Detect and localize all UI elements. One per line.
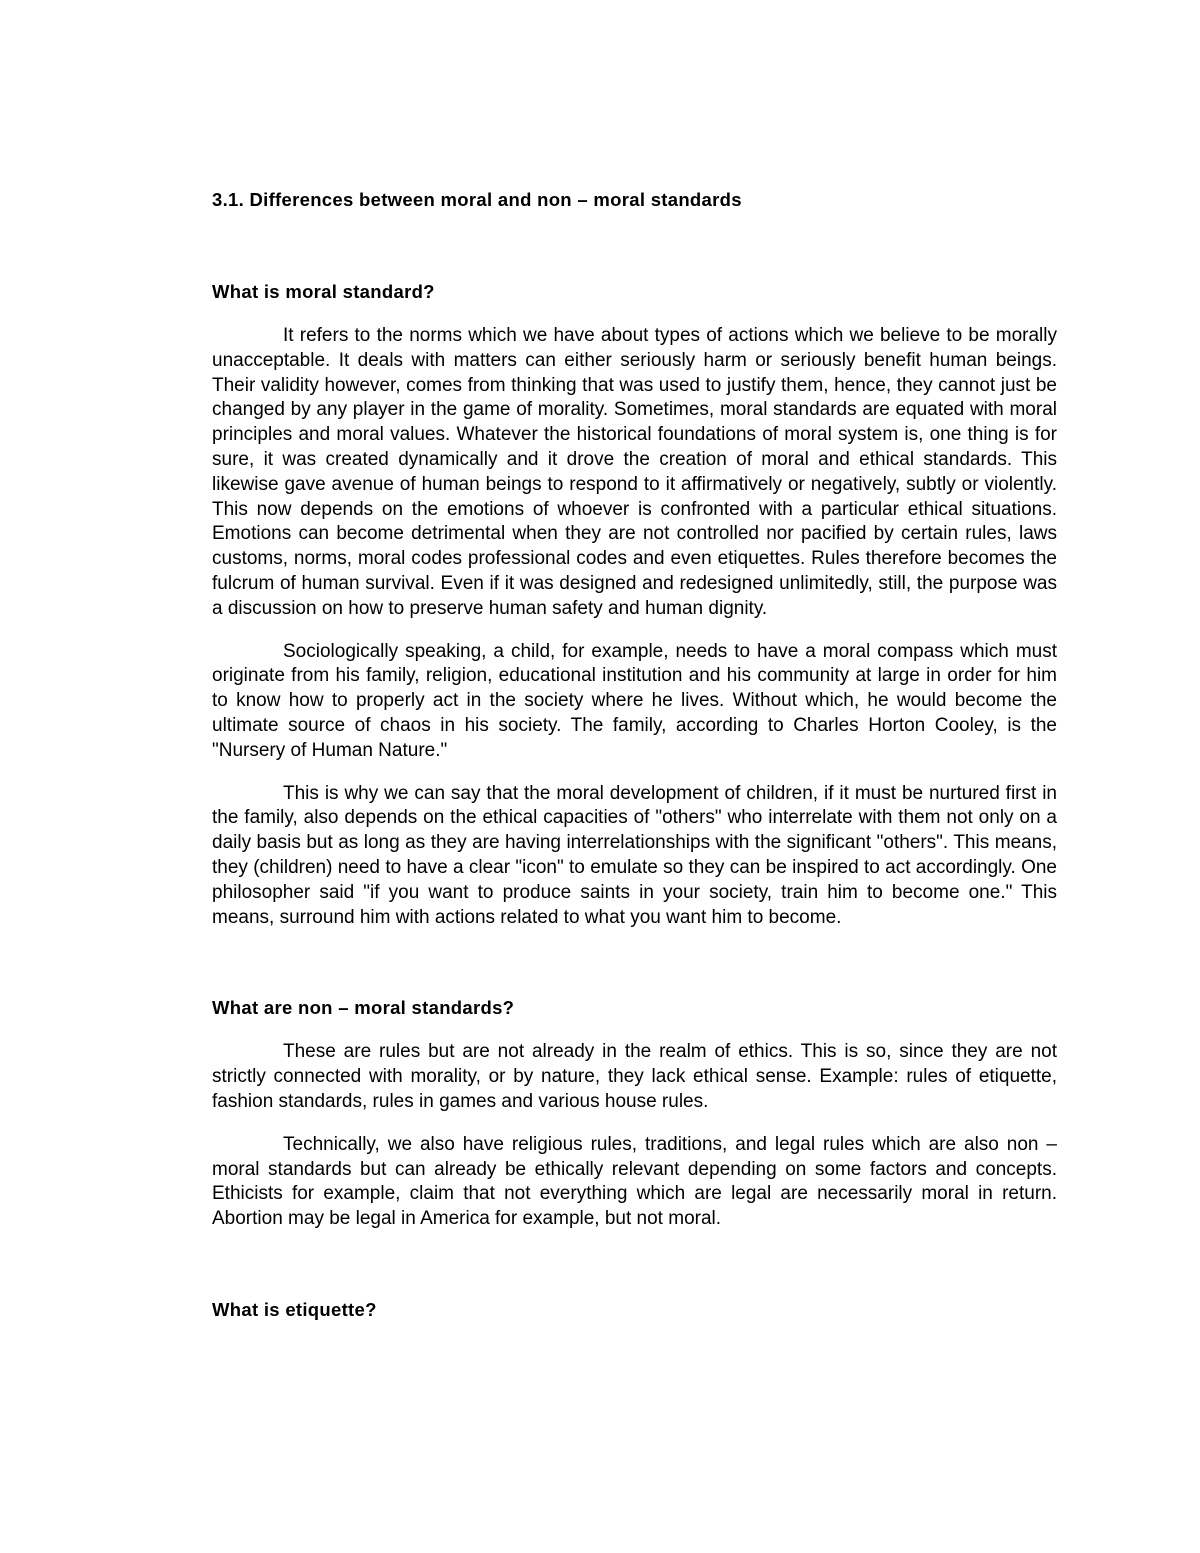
paragraph-moral-compass: Sociologically speaking, a child, for example, needs to have a moral compass which must originate from his family, religion, educational institution and his community at large in order for him to know how to properly act in the society where he lives. Without which, he would become the ultimate source of chaos in his society. The family, according to Charles Horton Cooley, is the "Nursery of Human Nature." [212, 640, 1057, 761]
heading-moral-standard: What is moral standard? [212, 281, 435, 302]
paragraph-non-moral-definition: These are rules but are not already in the realm of ethics. This is so, since they are not strictly connected with morality, or by nature, they lack ethical sense. Example: rules of etiquette, fashion standards, rules in games and various house rules. [212, 1041, 1057, 1112]
heading-etiquette: What is etiquette? [212, 1298, 377, 1320]
paragraph-legal-rules: Technically, we also have religious rules, traditions, and legal rules which are also non – moral standards but can already be ethically relevant depending on some factors and concepts. Ethicists for example, claim that not everything which are legal are necessarily moral in return. Abortion may be legal in America for example, but not moral. [212, 1133, 1057, 1230]
section-title: 3.1. Differences between moral and non – moral standards [212, 189, 742, 210]
paragraph-moral-development: This is why we can say that the moral development of children, if it must be nurtured first in the family, also depends on the ethical capacities of "others" who interrelate with them not only on a daily basis but as long as they are having interrelationships with the significant "others". This means, they (children) need to have a clear "icon" to emulate so they can be inspired to act accordingly. One philosopher said "if you want to produce saints in your society, train him to become one." This means, surround him with actions related to what you want him to become. [212, 782, 1057, 928]
paragraph-moral-standard-definition: It refers to the norms which we have about types of actions which we believe to be morally unacceptable. It deals with matters can either seriously harm or seriously benefit human beings. Their validity however, comes from thinking that was used to justify them, hence, they cannot just be changed by any player in the game of morality. Sometimes, moral standards are equated with moral principles and moral values. Whatever the historical foundations of moral system is, one thing is for sure, it was created dynamically and it drove the creation of moral and ethical standards. This likewise gave avenue of human beings to respond to it affirmatively or negatively, subtly or violently. This now depends on the emotions of whoever is confronted with a particular ethical situations. Emotions can become detrimental when they are not controlled nor pacified by certain rules, laws customs, norms, moral codes professional codes and even etiquettes. Rules therefore becomes the fulcrum of human survival. Even if it was designed and redesigned unlimitedly, still, the purpose was a discussion on how to preserve human safety and human dignity. [212, 325, 1057, 619]
page-content [212, 188, 1057, 1322]
heading-non-moral-standards: What are non – moral standards? [212, 997, 515, 1019]
